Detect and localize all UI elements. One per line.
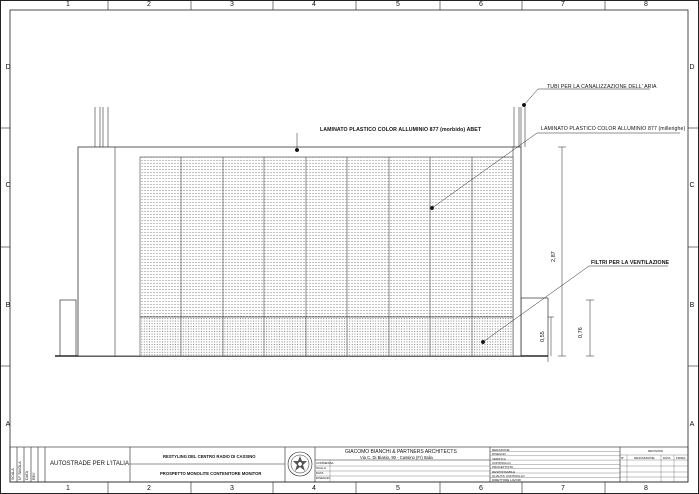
- col-label-8-bottom: 8: [644, 485, 648, 492]
- col-label-7-bottom: 7: [561, 485, 565, 492]
- row-label-c-right: C: [689, 182, 695, 189]
- side-rev: REV: [32, 472, 36, 480]
- field-direttore: DIRETTORE LAVORI: [492, 478, 521, 482]
- firm-logo: [288, 452, 312, 476]
- title-firm: GIACOMO BIANCHI & PARTNERS ARCHITECTS: [345, 449, 457, 455]
- revision-title: REVISIONI: [648, 449, 664, 453]
- side-tavola: N° TAVOLA: [18, 461, 22, 480]
- dimension-base-height: 0,76: [578, 327, 584, 338]
- title-project: RESTYLING DEL CENTRO RADIO DI CASSINO: [163, 454, 256, 459]
- col-label-5: 5: [396, 1, 400, 8]
- col-label-3-bottom: 3: [230, 485, 234, 492]
- side-data: DATA: [25, 470, 29, 480]
- left-low-block: [60, 300, 76, 356]
- tubes-left: [95, 107, 108, 147]
- col-label-4: 4: [312, 1, 316, 8]
- revision-header-descrizione: DESCRIZIONE: [634, 456, 655, 460]
- field-disegno: DISEGNO: [492, 452, 506, 456]
- annotation-tubi: TUBI PER LA CANALIZZAZIONE DELL' ARIA: [547, 84, 657, 90]
- annotation-filtri: FILTRI PER LA VENTILAZIONE: [591, 260, 670, 266]
- title-small-disegno: DISEGNO: [316, 476, 330, 480]
- tubes-right: [514, 107, 525, 147]
- col-label-1-bottom: 1: [66, 485, 70, 492]
- col-label-2-bottom: 2: [147, 485, 151, 492]
- annotation-laminato-abet: LAMINATO PLASTICO COLOR ALLUMINIO 877 (morbido) ABET: [320, 127, 482, 133]
- col-label-5-bottom: 5: [396, 485, 400, 492]
- row-label-c: C: [5, 182, 11, 189]
- revision-header-data: DATA: [663, 456, 671, 460]
- field-controllo: CONTROLLO: [492, 461, 511, 465]
- title-small-commessa: COMMESSA: [316, 461, 334, 465]
- panel-filters: [140, 317, 513, 356]
- panel-millerighe: [140, 157, 513, 317]
- title-small-scala: SCALA: [316, 466, 326, 470]
- title-firm-address: Via C. Di Biasio, 90 - Cassino (Fr) Italia: [360, 455, 433, 460]
- col-label-6-bottom: 6: [479, 485, 483, 492]
- field-progettista: PROGETTISTA: [492, 465, 513, 469]
- dimension-filter-height: 0,55: [540, 331, 546, 342]
- title-drawing: PROSPETTO MONOLITE CONTENITORE MONITOR: [160, 471, 262, 476]
- field-redazione: REDAZIONE: [492, 448, 510, 452]
- col-label-8: 8: [644, 1, 648, 8]
- row-label-a: A: [5, 421, 11, 428]
- row-label-d-right: D: [689, 64, 695, 71]
- revision-header-n: N°: [621, 456, 625, 460]
- title-small-data: DATA: [316, 471, 324, 475]
- row-label-b-right: B: [689, 302, 695, 309]
- col-label-7: 7: [561, 1, 565, 8]
- col-label-3: 3: [230, 1, 234, 8]
- row-label-b: B: [5, 302, 11, 309]
- title-client: AUTOSTRADE PER L'ITALIA: [50, 461, 129, 467]
- col-label-6: 6: [479, 1, 483, 8]
- field-verifica: VERIFICA: [492, 456, 506, 461]
- dimension-total-height: 2,87: [551, 251, 557, 262]
- col-label-2: 2: [147, 1, 151, 8]
- annotation-laminato-millerighe: LAMINATO PLASTICO COLOR ALLUMINIO 877 (millerighe): [541, 126, 686, 132]
- field-responsabile: RESPONSABILE: [492, 469, 516, 474]
- revision-header-firma: FIRMA: [676, 456, 686, 460]
- field-qualita: QUALITA' CONTROLLO: [492, 474, 525, 478]
- right-low-block: [521, 298, 548, 356]
- row-label-a-right: A: [689, 421, 695, 428]
- col-label-4-bottom: 4: [312, 485, 316, 492]
- side-scala: SCALA: [11, 468, 15, 480]
- col-label-1: 1: [66, 1, 70, 8]
- row-label-d: D: [5, 64, 11, 71]
